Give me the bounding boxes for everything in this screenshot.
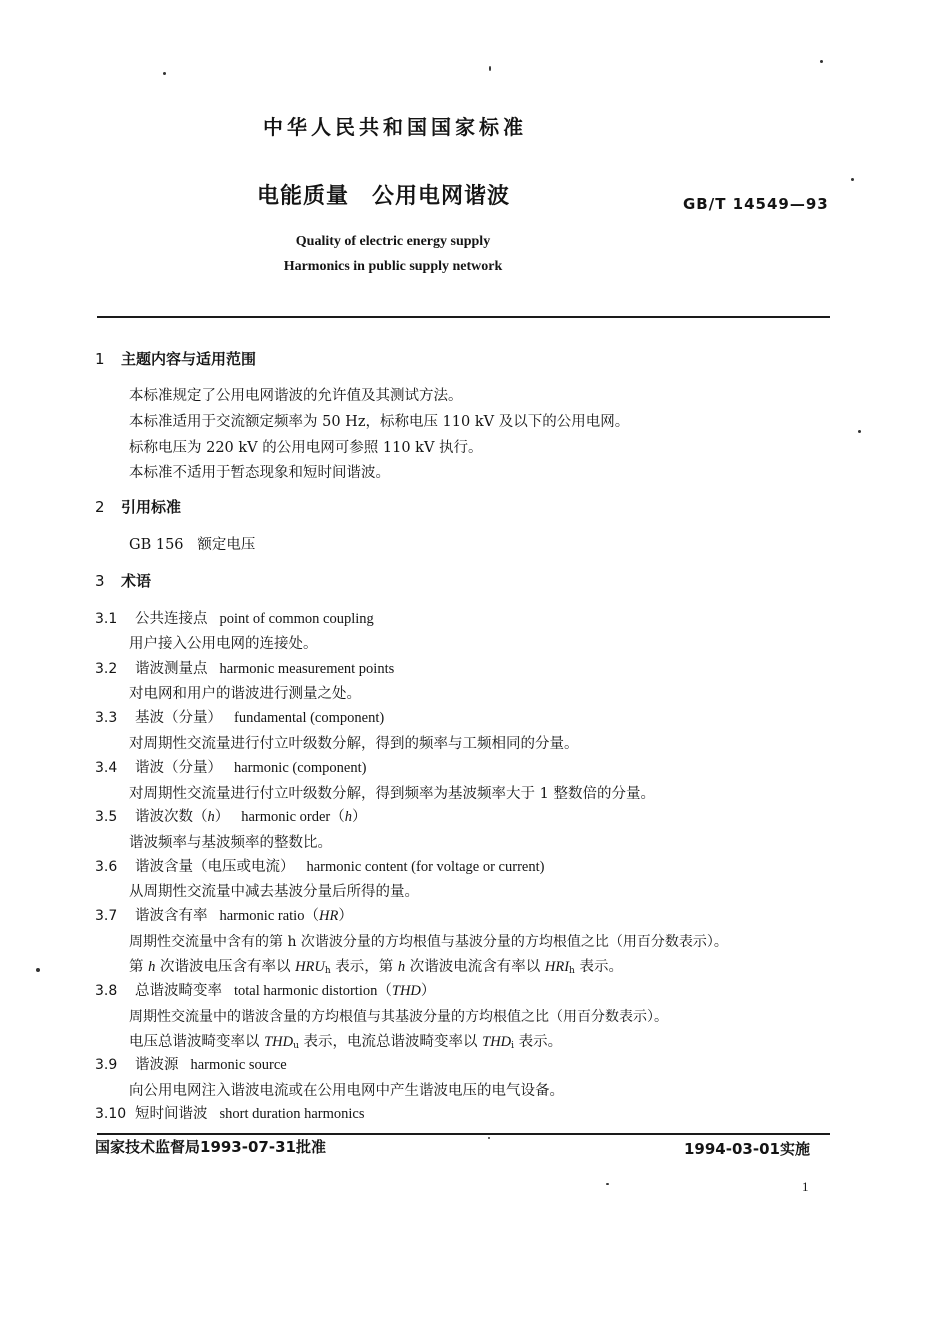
def-text: 表示，第 bbox=[335, 959, 394, 975]
term-en: short duration harmonics bbox=[219, 1106, 365, 1122]
term-definition: 从周期性交流量中减去基波分量后所得的量。 bbox=[129, 884, 419, 900]
term-cn: 谐波（分量） bbox=[135, 760, 222, 776]
term-number: 3.8 bbox=[95, 983, 118, 999]
term-definition: 周期性交流量中的谐波含量的方均根值与其基波分量的方均根值之比（用百分数表示）。 bbox=[129, 1009, 668, 1025]
term-cn-text: ） bbox=[214, 809, 230, 825]
term-en: harmonic source bbox=[190, 1057, 287, 1073]
term-cn: 短时间谐波 bbox=[135, 1106, 208, 1122]
header-divider bbox=[97, 316, 830, 318]
section-title: 术语 bbox=[121, 572, 152, 590]
scan-speck bbox=[36, 968, 40, 972]
def-text: 次谐波电流含有率以 bbox=[409, 959, 541, 975]
term-en-text: ） bbox=[351, 809, 367, 825]
def-text: 表示。 bbox=[579, 959, 623, 975]
def-text: 表示。 bbox=[518, 1034, 563, 1050]
term-heading bbox=[95, 984, 435, 999]
term-en: harmonic content (for voltage or current) bbox=[306, 859, 545, 875]
term-heading bbox=[95, 612, 374, 627]
term-definition: 对周期性交流量进行付立叶级数分解，得到的频率与工频相同的分量。 bbox=[129, 736, 579, 752]
term-cn: 谐波含量（电压或电流） bbox=[135, 859, 295, 875]
subscript: h bbox=[324, 966, 331, 976]
term-number: 3.9 bbox=[95, 1057, 118, 1073]
term-heading bbox=[95, 662, 394, 677]
term-en-text: ） bbox=[338, 908, 353, 924]
term-cn: 总谐波畸变率 bbox=[135, 983, 222, 999]
section-number: 3 bbox=[95, 572, 105, 590]
term-definition-2 bbox=[129, 960, 623, 976]
symbol-h: h bbox=[207, 809, 215, 825]
term-cn: 谐波含有率 bbox=[135, 908, 208, 924]
term-en-text: ） bbox=[420, 983, 436, 999]
section-1-paragraph: 本标准规定了公用电网谐波的允许值及其测试方法。 bbox=[129, 388, 463, 404]
term-definition: 对电网和用户的谐波进行测量之处。 bbox=[129, 686, 361, 702]
scan-speck bbox=[820, 60, 823, 63]
section-1-paragraph: 本标准适用于交流额定频率为 50 Hz，标称电压 110 kV 及以下的公用电网。 bbox=[129, 414, 630, 430]
scan-speck bbox=[851, 178, 854, 181]
term-cn: 基波（分量） bbox=[135, 710, 222, 726]
section-title: 引用标准 bbox=[121, 498, 182, 516]
term-definition: 用户接入公用电网的连接处。 bbox=[129, 636, 318, 652]
term-heading bbox=[95, 860, 544, 875]
scan-speck bbox=[489, 66, 491, 71]
def-text: 第 bbox=[129, 959, 144, 975]
term-heading bbox=[95, 1058, 287, 1073]
term-heading bbox=[95, 761, 366, 776]
section-1-paragraph: 本标准不适用于暂态现象和短时间谐波。 bbox=[129, 465, 390, 481]
symbol-thd: THD bbox=[264, 1034, 294, 1050]
term-en-text: total harmonic distortion（ bbox=[234, 983, 392, 999]
section-3-heading bbox=[95, 574, 151, 589]
scan-speck bbox=[488, 1137, 490, 1139]
term-number: 3.1 bbox=[95, 611, 118, 627]
reference-standard bbox=[129, 538, 255, 553]
section-number: 2 bbox=[95, 498, 105, 516]
symbol-hri: HRI bbox=[544, 959, 570, 975]
page-number: 1 bbox=[802, 1179, 809, 1194]
scan-speck bbox=[163, 72, 166, 75]
term-cn: 谐波源 bbox=[135, 1057, 179, 1073]
document-title-en-line2: Harmonics in public supply network bbox=[283, 259, 503, 274]
symbol-h: h bbox=[344, 809, 352, 825]
symbol-h: h bbox=[397, 959, 406, 975]
symbol-h: h bbox=[148, 959, 156, 975]
term-en: fundamental (component) bbox=[234, 710, 385, 726]
section-number: 1 bbox=[95, 350, 105, 368]
term-definition-2 bbox=[129, 1035, 562, 1051]
footer-divider bbox=[97, 1133, 830, 1135]
term-en: point of common coupling bbox=[219, 611, 374, 627]
document-title-cn: 电能质量 公用电网谐波 bbox=[257, 184, 511, 209]
term-definition: 周期性交流量中含有的第 h 次谐波分量的方均根值与基波分量的方均根值之比（用百分数表示）。 bbox=[129, 934, 728, 950]
term-heading bbox=[95, 1107, 364, 1122]
section-title: 主题内容与适用范围 bbox=[121, 350, 257, 368]
subscript: h bbox=[569, 966, 575, 976]
national-standard-heading: 中华人民共和国国家标准 bbox=[263, 115, 527, 139]
term-en-text: harmonic ratio（ bbox=[219, 908, 319, 924]
term-heading bbox=[95, 810, 366, 825]
standard-number: GB/T 14549—93 bbox=[683, 195, 829, 213]
term-heading bbox=[95, 711, 384, 726]
scan-speck bbox=[858, 430, 861, 433]
subscript: i bbox=[511, 1041, 515, 1051]
def-text: 表示，电流总谐波畸变率以 bbox=[303, 1034, 478, 1050]
term-en: harmonic measurement points bbox=[219, 661, 395, 677]
term-cn bbox=[135, 810, 229, 825]
section-1-paragraph: 标称电压为 220 kV 的公用电网可参照 110 kV 执行。 bbox=[129, 440, 483, 456]
symbol-hru: HRU bbox=[295, 959, 325, 975]
effective-date: 1994-03-01实施 bbox=[684, 1140, 810, 1158]
term-number: 3.5 bbox=[95, 809, 118, 825]
section-1-heading bbox=[95, 352, 256, 367]
term-definition: 向公用电网注入谐波电流或在公用电网中产生谐波电压的电气设备。 bbox=[129, 1083, 564, 1099]
term-en: harmonic (component) bbox=[234, 760, 367, 776]
term-number: 3.10 bbox=[95, 1106, 127, 1122]
term-en bbox=[241, 809, 366, 825]
term-definition: 谐波频率与基波频率的整数比。 bbox=[129, 835, 332, 851]
reference-name: 额定电压 bbox=[197, 537, 256, 553]
term-cn: 谐波测量点 bbox=[135, 661, 208, 677]
term-number: 3.4 bbox=[95, 760, 118, 776]
document-title-en-line1: Quality of electric energy supply bbox=[295, 234, 491, 249]
section-2-heading bbox=[95, 500, 181, 515]
approval-line: 国家技术监督局1993-07-31批准 bbox=[95, 1138, 326, 1156]
term-number: 3.7 bbox=[95, 908, 118, 924]
term-en bbox=[234, 983, 435, 999]
def-text: 电压总谐波畸变率以 bbox=[129, 1034, 260, 1050]
symbol-thd: THD bbox=[391, 983, 421, 999]
term-en-text: harmonic order（ bbox=[241, 809, 345, 825]
symbol-thd: THD bbox=[482, 1034, 512, 1050]
term-cn: 公共连接点 bbox=[135, 611, 208, 627]
def-text: 次谐波电压含有率以 bbox=[159, 959, 291, 975]
reference-code: GB 156 bbox=[129, 537, 184, 553]
term-number: 3.3 bbox=[95, 710, 118, 726]
term-cn-text: 谐波次数（ bbox=[135, 809, 208, 825]
term-number: 3.6 bbox=[95, 859, 118, 875]
subscript: u bbox=[293, 1041, 299, 1051]
term-number: 3.2 bbox=[95, 661, 118, 677]
term-heading bbox=[95, 909, 353, 924]
scan-speck bbox=[606, 1183, 609, 1185]
symbol-hr: HR bbox=[318, 908, 339, 924]
term-definition: 对周期性交流量进行付立叶级数分解，得到频率为基波频率大于 1 整数倍的分量。 bbox=[129, 786, 655, 802]
term-en bbox=[220, 908, 353, 924]
